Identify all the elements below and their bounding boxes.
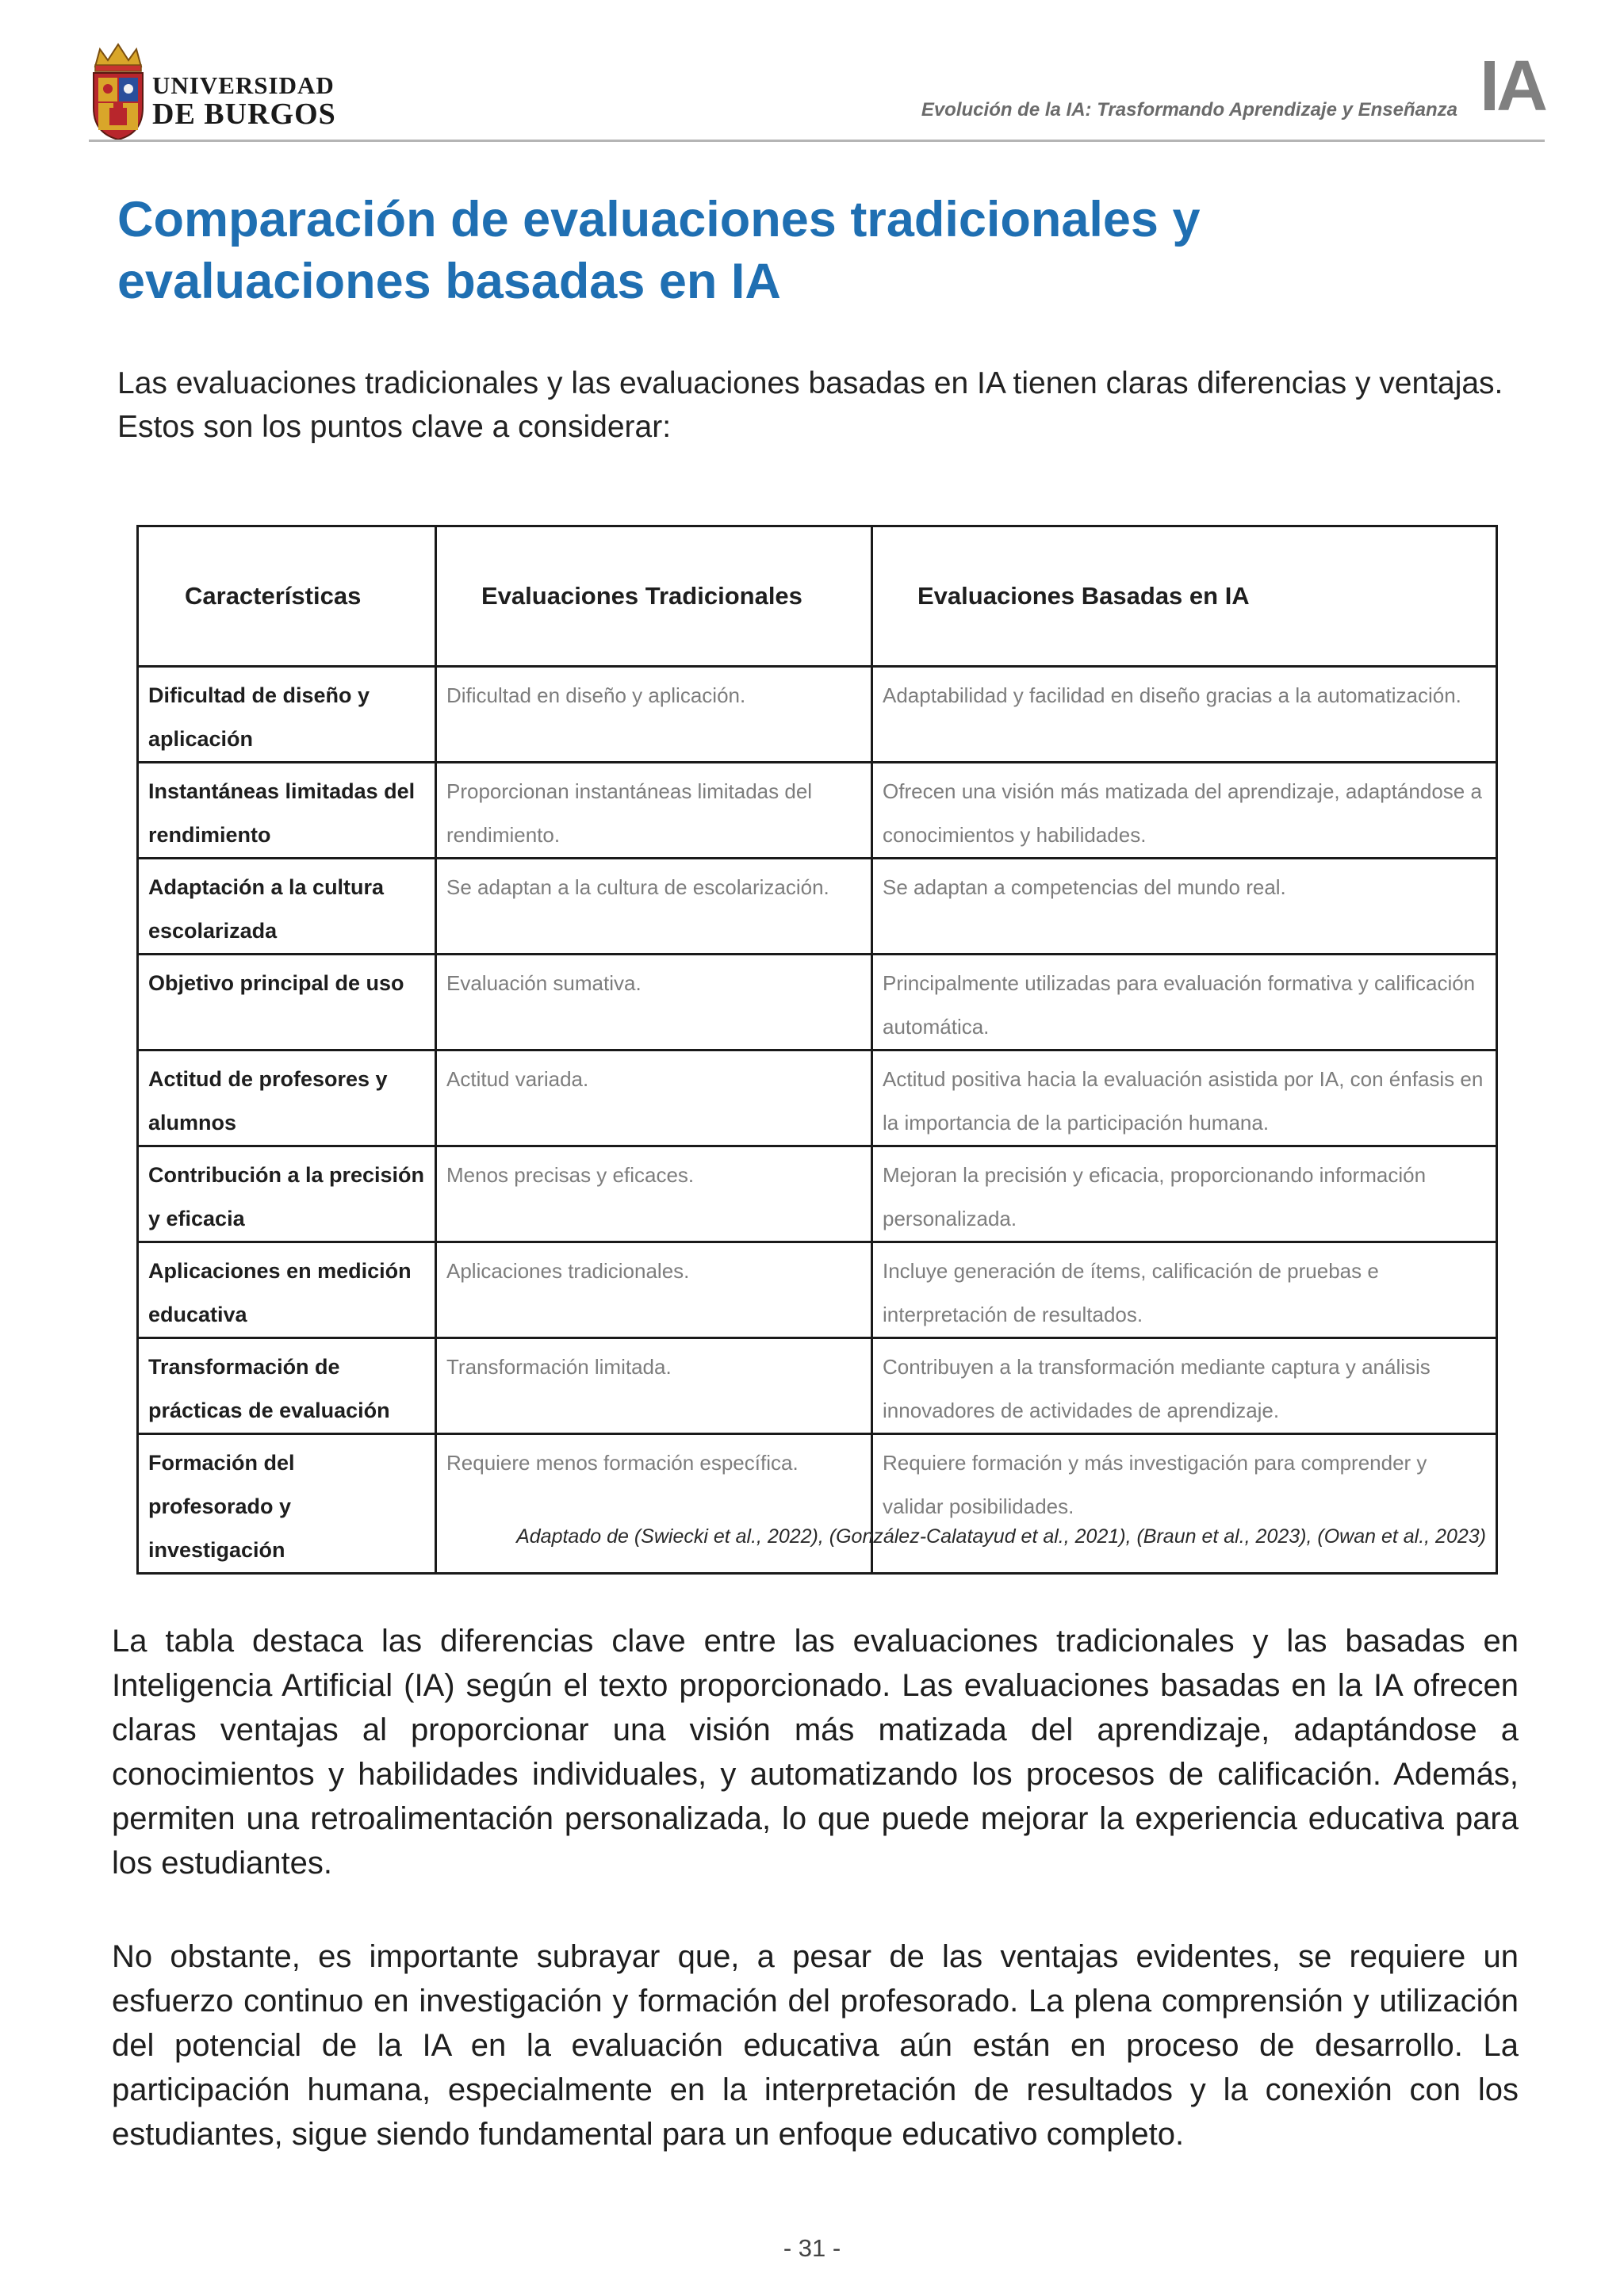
table-row — [138, 763, 1497, 859]
table-row — [138, 955, 1497, 1050]
ai-cell: Incluye generación de ítems, calificación de pruebas e interpretación de resultados. — [872, 1242, 1497, 1338]
ia-mark: IA — [1480, 47, 1545, 126]
intro-paragraph: Las evaluaciones tradicionales y las evaluaciones basadas en IA tienen claras diferencias y ventajas. Estos son los puntos clave a considerar: — [117, 366, 1503, 444]
university-name — [152, 73, 336, 129]
feature-cell: Transformación de prácticas de evaluación — [138, 1338, 436, 1434]
column-header: Características — [138, 526, 436, 667]
table-row — [138, 1434, 1497, 1574]
feature-cell: Adaptación a la cultura escolarizada — [138, 859, 436, 955]
table-row — [138, 667, 1497, 763]
university-line-1: UNIVERSIDAD — [152, 71, 335, 99]
ai-cell: Se adaptan a competencias del mundo real. — [872, 859, 1497, 955]
traditional-cell: Dificultad en diseño y aplicación. — [436, 667, 872, 763]
ai-cell: Ofrecen una visión más matizada del aprendizaje, adaptándose a conocimientos y habilidades. — [872, 763, 1497, 859]
ai-cell: Mejoran la precisión y eficacia, proporcionando información personalizada. — [872, 1146, 1497, 1242]
page-header — [89, 40, 1545, 144]
traditional-cell: Evaluación sumativa. — [436, 955, 872, 1050]
body-paragraph-1: La tabla destaca las diferencias clave entre las evaluaciones tradicionales y las basadas en Inteligencia Artificial (IA) según el texto proporcionado. Las evaluaciones basadas en la IA ofrecen claras ventajas al proporcionar una visión más matizada del aprendizaje, adaptándose a conocimientos y habilidades individuales, y automatizando los procesos de calificación. Además, permiten una retroalimentación personalizada, lo que puede mejorar la experiencia educativa para los estudiantes. — [112, 1624, 1519, 1881]
feature-cell: Formación del profesorado y investigación — [138, 1434, 436, 1574]
table-row — [138, 1050, 1497, 1146]
feature-cell: Actitud de profesores y alumnos — [138, 1050, 436, 1146]
table-row — [138, 1146, 1497, 1242]
feature-cell: Objetivo principal de uso — [138, 955, 436, 1050]
feature-cell: Contribución a la precisión y eficacia — [138, 1146, 436, 1242]
page-title: Comparación de evaluaciones tradicionales y evaluaciones basadas en IA — [117, 192, 1201, 309]
traditional-cell: Menos precisas y eficaces. — [436, 1146, 872, 1242]
university-logo — [89, 40, 343, 141]
ai-cell: Contribuyen a la transformación mediante captura y análisis innovadores de actividades de aprendizaje. — [872, 1338, 1497, 1434]
ai-cell: Principalmente utilizadas para evaluación formativa y calificación automática. — [872, 955, 1497, 1050]
ai-cell: Adaptabilidad y facilidad en diseño gracias a la automatización. — [872, 667, 1497, 763]
feature-cell: Dificultad de diseño y aplicación — [138, 667, 436, 763]
ai-cell: Actitud positiva hacia la evaluación asistida por IA, con énfasis en la importancia de la participación humana. — [872, 1050, 1497, 1146]
traditional-cell: Transformación limitada. — [436, 1338, 872, 1434]
feature-cell: Instantáneas limitadas del rendimiento — [138, 763, 436, 859]
page-number: - 31 - — [783, 2234, 841, 2262]
comparison-table — [136, 525, 1498, 1575]
table-row — [138, 1242, 1497, 1338]
column-header: Evaluaciones Tradicionales — [436, 526, 872, 667]
column-header: Evaluaciones Basadas en IA — [872, 526, 1497, 667]
traditional-cell: Actitud variada. — [436, 1050, 872, 1146]
document-title: Evolución de la IA: Trasformando Aprendizaje y Enseñanza — [921, 99, 1457, 121]
table-row — [138, 1338, 1497, 1434]
traditional-cell: Se adaptan a la cultura de escolarización. — [436, 859, 872, 955]
table-source-caption: Adaptado de (Swiecki et al., 2022), (González-Calatayud et al., 2021), (Braun et al., 2023), (Owan et al., 2023) — [516, 1525, 1486, 1548]
traditional-cell: Proporcionan instantáneas limitadas del rendimiento. — [436, 763, 872, 859]
traditional-cell: Requiere menos formación específica. — [436, 1434, 872, 1574]
feature-cell: Aplicaciones en medición educativa — [138, 1242, 436, 1338]
header-divider — [89, 140, 1545, 142]
table-header-row — [138, 526, 1497, 667]
table-row — [138, 859, 1497, 955]
ai-cell: Requiere formación y más investigación para comprender y validar posibilidades. — [872, 1434, 1497, 1574]
traditional-cell: Aplicaciones tradicionales. — [436, 1242, 872, 1338]
coat-of-arms-icon — [89, 40, 147, 141]
university-line-2: DE BURGOS — [152, 98, 336, 131]
body-paragraph-2: No obstante, es importante subrayar que, a pesar de las ventajas evidentes, se requiere un esfuerzo continuo en investigación y formación del profesorado. La plena comprensión y utilización del potencial de la IA en la evaluación educativa aún están en proceso de desarrollo. La participación humana, especialmente en la interpretación de resultados y la conexión con los estudiantes, sigue siendo fundamental para un enfoque educativo completo. — [112, 1939, 1519, 2152]
